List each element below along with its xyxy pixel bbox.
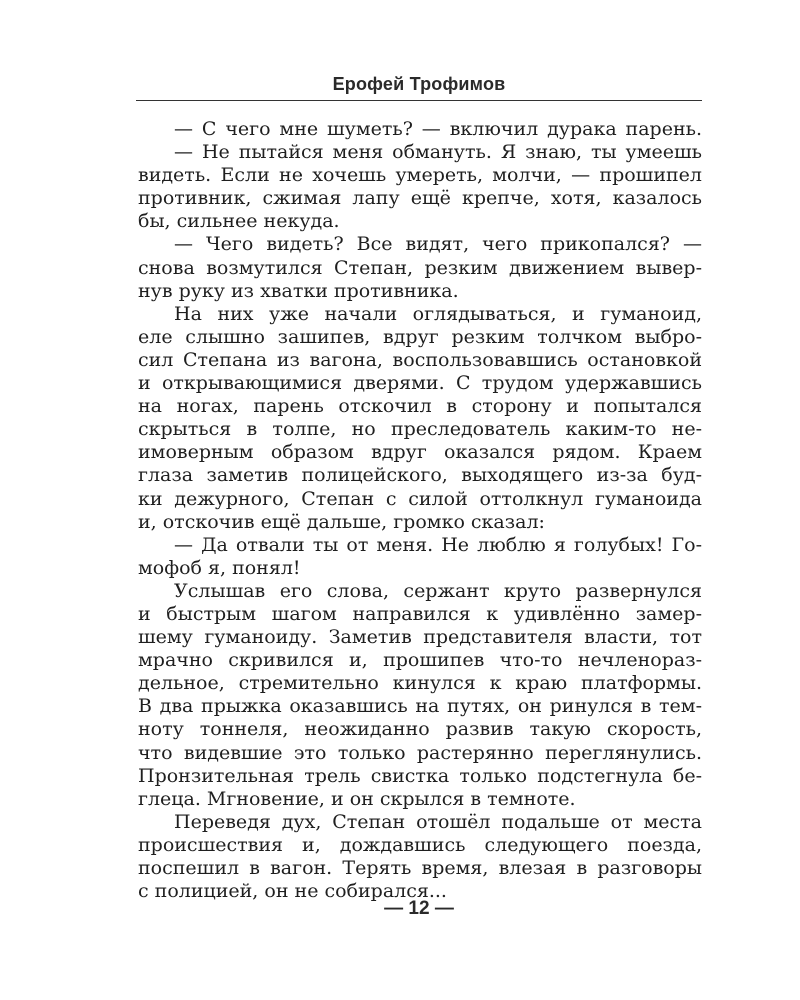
text-line: что видевшие это только растерянно переглянулись.	[138, 741, 702, 764]
text-line: Пронзительная трель свистка только подстегнула бе-	[138, 764, 702, 787]
text-line: — С чего мне шуметь? — включил дурака парень.	[174, 118, 702, 140]
text-line: сил Степана из вагона, воспользовавшись остановкой	[138, 348, 702, 371]
text-line: имоверным образом вдруг оказался рядом. Краем	[138, 441, 702, 464]
text-line: ки дежурного, Степан с силой оттолкнул гуманоида	[138, 487, 702, 510]
text-line: видеть. Если не хочешь умереть, молчи, — прошипел	[138, 164, 702, 187]
text-line: поспешил в вагон. Терять время, влезая в разговоры	[138, 857, 702, 879]
text-line: на ногах, парень отскочил в сторону и попытался	[138, 395, 702, 418]
header-divider	[136, 100, 702, 101]
text-line: шему гуманоиду. Заметив представителя власти, тот	[138, 626, 702, 649]
text-line: — Не пытайся меня обмануть. Я знаю, ты умеешь	[174, 141, 702, 164]
text-line: Переведя дух, Степан отошёл подальше от места	[174, 810, 702, 833]
text-line: глаза заметив полицейского, выходящего из-за буд-	[138, 464, 702, 487]
text-line: — Чего видеть? Все видят, чего прикопался? —	[174, 233, 702, 256]
text-line: глеца. Мгновение, и он скрылся в темноте.	[138, 787, 576, 810]
text-line: бы, сильнее некуда.	[138, 210, 340, 233]
text-line: и быстрым шагом направился к удивлённо замер-	[138, 602, 702, 625]
running-header-author: Ерофей Трофимов	[332, 74, 506, 94]
page-number: — 12 —	[384, 898, 454, 919]
text-line: снова возмутился Степан, резким движением вывер-	[138, 256, 702, 279]
text-line: и открывающимися дверями. С трудом удержавшись	[138, 372, 702, 395]
text-line: — Да отвали ты от меня. Не люблю я голубых! Го-	[174, 533, 702, 556]
text-line: нув руку из хватки противника.	[138, 279, 459, 302]
text-line: В два прыжка оказавшись на путях, он ринулся в тем-	[138, 695, 702, 718]
text-line: с полицией, он не собирался...	[138, 880, 447, 903]
text-line: Услышав его слова, сержант круто развернулся	[174, 579, 702, 602]
text-line: еле слышно зашипев, вдруг резким толчком выбро-	[138, 325, 702, 348]
text-line: дельное, стремительно кинулся к краю платформы.	[138, 672, 702, 695]
text-line: и, отскочив ещё дальше, громко сказал:	[138, 510, 545, 533]
text-line: скрыться в толпе, но преследователь каким-то не-	[138, 418, 702, 441]
text-line: На них уже начали оглядываться, и гуманоид,	[174, 302, 702, 325]
text-line: ноту тоннеля, неожиданно развив такую скорость,	[138, 718, 702, 741]
text-line: мофоб я, понял!	[138, 556, 301, 579]
text-line: мрачно скривился и, прошипев что-то нечленораз-	[138, 649, 702, 672]
body-text	[138, 118, 702, 903]
text-line: происшествия и, дождавшись следующего поезда,	[138, 833, 702, 856]
text-line: противник, сжимая лапу ещё крепче, хотя, казалось	[138, 187, 702, 210]
